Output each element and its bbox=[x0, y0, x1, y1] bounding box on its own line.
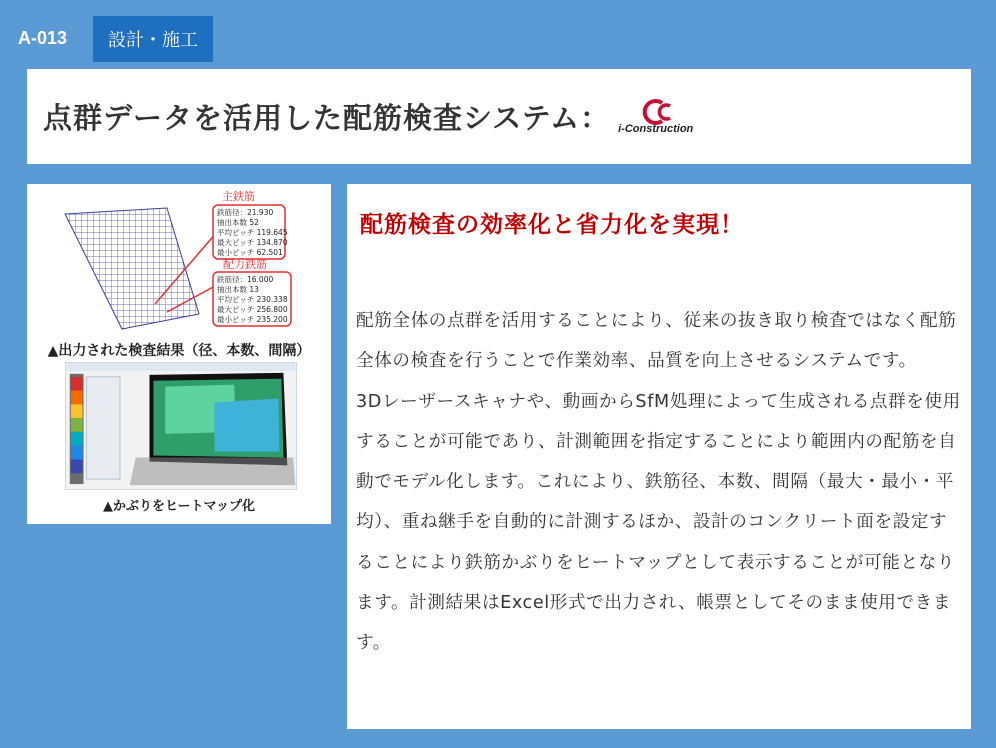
paragraph-1: 配筋全体の点群を活用することにより、従来の抜き取り検査ではなく配筋全体の検査を行うことで作業効率、品質を向上させるシステムです。 bbox=[356, 311, 957, 372]
page-title: 点群データを活用した配筋検査システム： bbox=[43, 101, 611, 135]
distribution-rebar-line: 抽出本数 13 bbox=[217, 285, 259, 294]
main-rebar-line: 平均ピッチ 119.645 bbox=[217, 228, 288, 237]
main-rebar-line: 抽出本数 52 bbox=[217, 218, 259, 227]
paragraph-2: 3Dレーザースキャナや、動画からSfM処理によって生成される点群を使用することが可能であり、計測範囲を指定することにより範囲内の配筋を自動でモデル化します。これにより、鉄筋径、本数、間隔（最大・最小・平均）、重ね継手を自動的に計測するほか、設計のコンクリート面を設定することにより鉄筋かぶりをヒートマップとして表示することが可能となります。計測結果はExcel形式で出力され、帳票としてそのまま使用できます。 bbox=[356, 391, 961, 654]
category-badge: 設計・施工 bbox=[93, 16, 213, 62]
figure-panel bbox=[27, 184, 331, 524]
i-construction-logo-icon bbox=[636, 99, 676, 125]
description-panel bbox=[347, 184, 971, 729]
distribution-rebar-line: 鉄筋径：16.000 bbox=[217, 275, 274, 284]
i-construction-logo bbox=[618, 99, 693, 135]
distribution-rebar-label: 配力鉄筋 bbox=[223, 258, 267, 271]
logo-text: i-Construction bbox=[618, 122, 694, 135]
distribution-rebar-line: 平均ピッチ 230.338 bbox=[217, 295, 288, 304]
distribution-rebar-line: 最小ピッチ 235.200 bbox=[217, 315, 288, 324]
main-rebar-line: 最大ピッチ 134.870 bbox=[217, 238, 288, 247]
headline: 配筋検査の効率化と省力化を実現！ bbox=[360, 212, 744, 238]
heatmap-figure bbox=[65, 362, 297, 490]
title-banner bbox=[27, 69, 971, 164]
description-text bbox=[356, 301, 962, 664]
main-rebar-line: 鉄筋径：21.930 bbox=[217, 208, 274, 217]
rebar-mesh-shape bbox=[65, 208, 199, 329]
rebar-inspection-figure bbox=[27, 184, 331, 344]
project-code: A-013 bbox=[18, 28, 68, 48]
main-rebar-label: 主鉄筋 bbox=[222, 190, 255, 203]
figure1-caption: ▲出力された検査結果（径、本数、間隔） bbox=[47, 343, 311, 359]
distribution-rebar-line: 最大ピッチ 256.800 bbox=[217, 305, 288, 314]
figure2-caption: ▲かぶりをヒートマップ化 bbox=[103, 499, 255, 514]
main-rebar-line: 最小ピッチ 62.501 bbox=[217, 248, 283, 257]
